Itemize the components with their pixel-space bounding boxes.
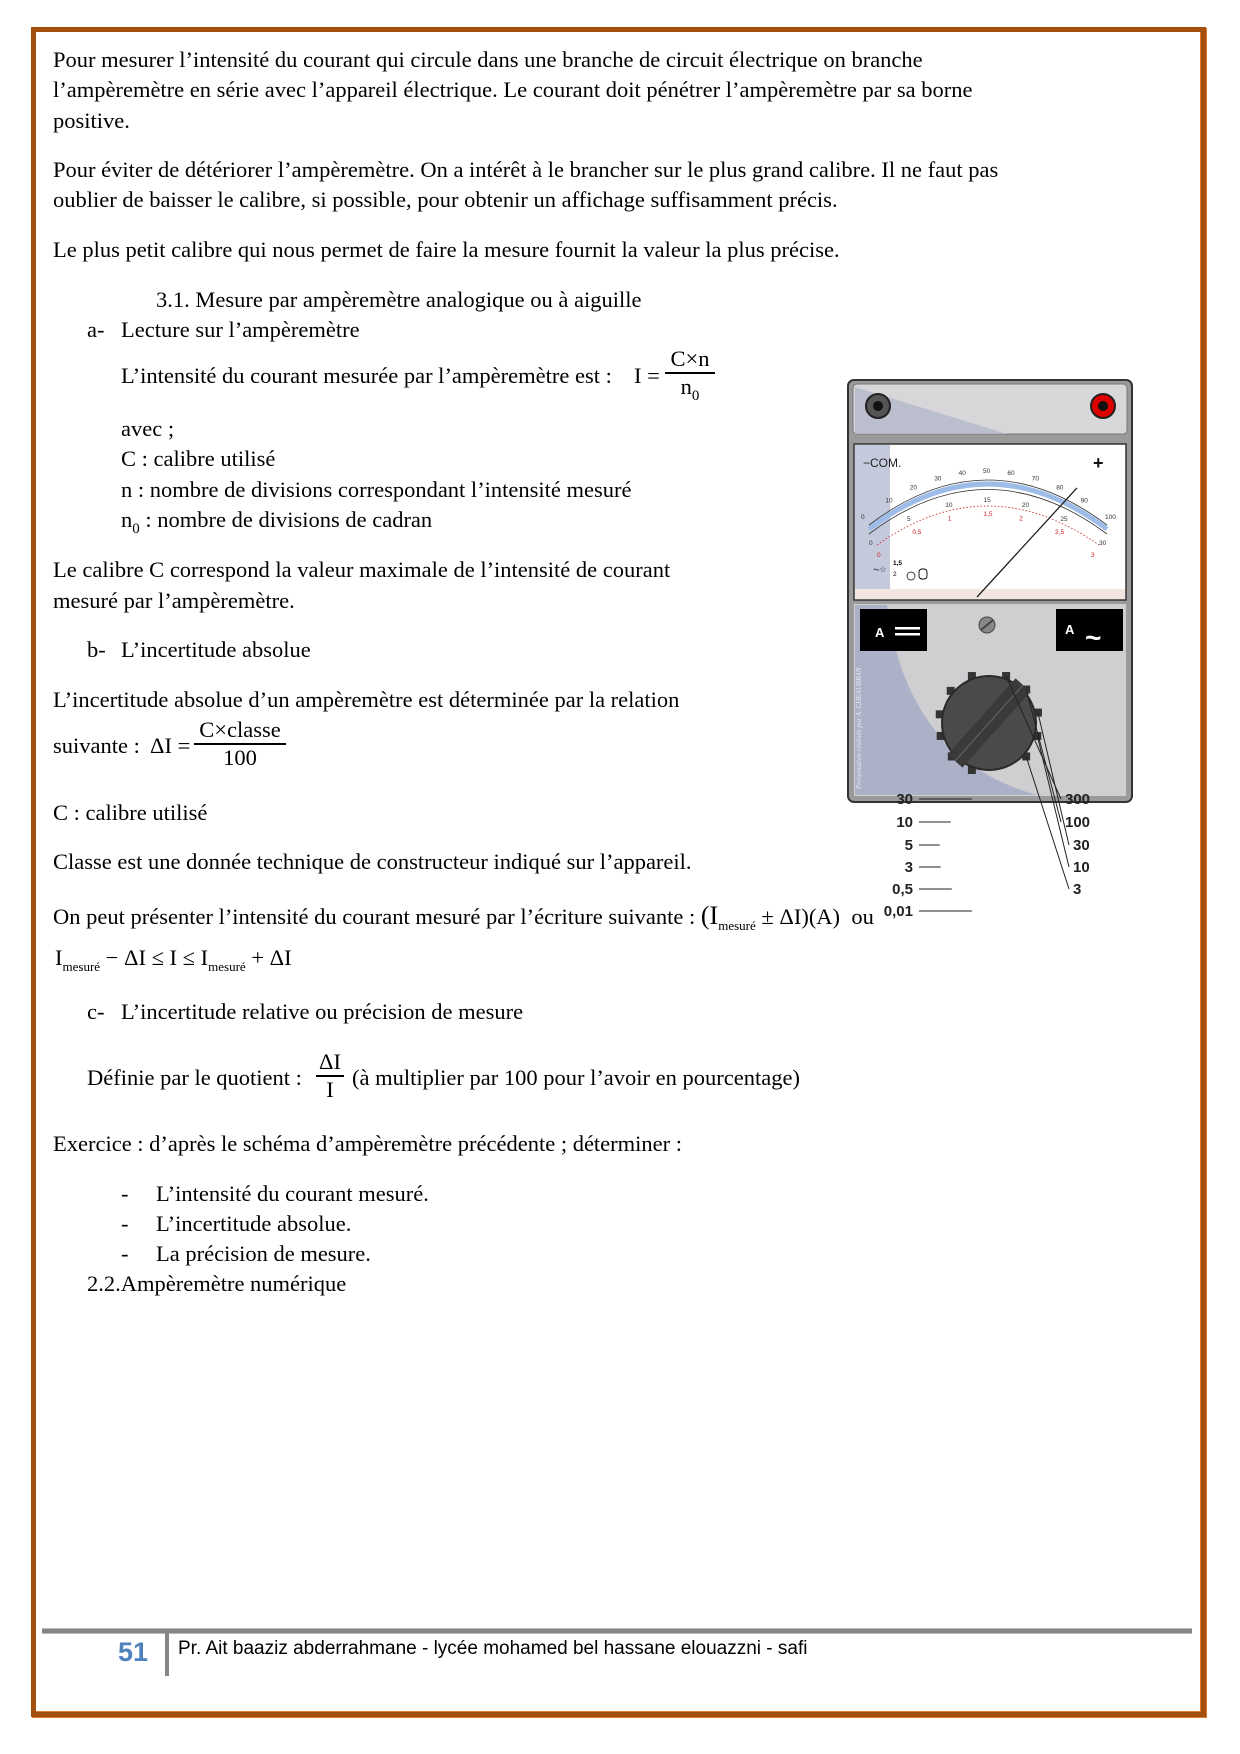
ineq-sub1: mesuré [62,959,101,974]
red-scale-label: 0,5 [912,529,922,537]
presentation-expr-open: (I [700,901,719,930]
top-scale-label: 70 [1031,475,1040,483]
section-heading-3-1: 3.1. Mesure par ampèremètre analogique ou à aiguille [156,287,642,312]
dc-range-label: 3 [904,859,913,876]
dc-range-label: 0,5 [892,881,913,898]
formula-intensity-denominator [665,374,715,405]
dc-range-label: 5 [904,837,913,854]
plus-label: + [1093,453,1104,473]
top-scale-label: 30 [934,475,942,483]
exercise-item-marker: - [121,1241,129,1266]
exercise-item: La précision de mesure. [156,1241,371,1266]
paragraph-1-line-1: Pour mesurer l’intensité du courant qui circule dans une branche de circuit électrique on branche [53,47,923,72]
formula-delta-fraction [194,717,286,771]
dc-symbol-icon [895,633,920,636]
inequality-line [55,944,292,981]
paragraph-2-line-1: Pour éviter de détériorer l’ampèremètre. On a intérêt à le brancher sur le plus grand calibre. Il ne faut pas [53,157,999,182]
top-scale-label: 20 [909,484,918,492]
quotient-denominator: I [326,1076,334,1102]
dc-range-label: 10 [896,814,913,831]
red-scale-label: 1 [947,515,952,523]
exercise-title: Exercice : d’après le schéma d’ampèremètre précédente ; déterminer : [53,1131,683,1156]
paragraph-2-line-2: oublier de baisser le calibre, si possible, pour obtenir un affichage suffisamment précis. [53,187,838,212]
ac-range-label: 300 [1065,791,1091,808]
presentation-ou: ou [851,904,874,929]
paragraph-1-line-3: positive. [53,108,130,133]
ac-symbol-icon: ~ [1085,622,1102,653]
mid-scale-label: 5 [907,516,911,524]
top-scale-label: 80 [1056,484,1064,492]
paragraph-1-line-2: l’ampèremètre en série avec l’appareil électrique. Le courant doit pénétrer l’ampèremètre par sa borne [53,77,973,102]
n0-subscript: 0 [132,521,140,537]
ac-range-label: 100 [1065,814,1091,831]
mid-scale-label: 10 [945,501,953,509]
class-label: 2 [893,571,897,578]
item-c-marker: c- [87,999,105,1024]
presentation-intro: On peut présenter l’intensité du courant mesuré par l’écriture suivante : [53,904,696,929]
n0-text: : nombre de divisions de cadran [139,507,433,532]
ineq-sub2: mesuré [208,959,246,974]
formula-delta-denominator: 100 [223,744,257,770]
ac-range-label: 3 [1073,881,1082,898]
presentation-expr-sub: mesuré [718,918,756,933]
positive-terminal-hole [1098,401,1108,411]
class-symbol-icon: ⏦☆ [873,565,887,574]
red-scale-label: 2,5 [1055,529,1065,537]
ineq-i1: I [55,945,63,970]
mid-scale-label: 15 [983,497,991,504]
n0-symbol: n [121,507,133,532]
ineq-middle: − ΔI ≤ I ≤ I [100,945,209,970]
def-n: n : nombre de divisions correspondant l’intensité mesuré [121,477,632,502]
item-b-title: L’incertitude absolue [121,637,311,662]
formula-intensity-intro: L’intensité du courant mesurée par l’ampèremètre est : [121,363,612,388]
range-selector-knob[interactable] [936,672,1042,774]
dial-bottom-strip [855,589,1125,599]
ac-range-label: 30 [1073,837,1090,854]
item-a-marker: a- [87,317,105,342]
mid-scale-label: 0 [869,540,873,547]
quotient-intro: Définie par le quotient : [87,1065,302,1090]
exercise-item-marker: - [121,1211,129,1236]
calibre-line-2: mesuré par l’ampèremètre. [53,588,295,613]
illustration-credit: Présentation réalisée par A. CHEAUBRAN [855,667,863,789]
red-scale-label: 2 [1019,515,1023,523]
top-scale-label: 60 [1007,469,1015,477]
avec-label: avec ; [121,416,175,441]
mid-scale-label: 25 [1060,516,1068,524]
formula-delta-lhs: ΔI = [150,733,191,758]
def-n0 [121,506,432,543]
footer-rule [42,1628,1192,1634]
dc-mode-box [860,609,927,651]
ac-range-label: 10 [1073,859,1090,876]
paragraph-3: Le plus petit calibre qui nous permet de faire la mesure fournit la valeur la plus précise. [53,237,840,262]
com-label: −COM. [863,456,902,470]
red-scale-label: 0 [877,552,881,559]
mid-scale-label: 20 [1021,501,1030,509]
formula-intensity-fraction [665,346,715,405]
den-subscript: 0 [691,387,700,404]
dc-range-label: 0,01 [883,903,913,920]
exercise-item: L’incertitude absolue. [156,1211,352,1236]
exercise-item-marker: - [121,1181,129,1206]
footer-author: Pr. Ait baaziz abderrahmane - lycée mohamed bel hassane elouazzni - safi [178,1638,808,1659]
ineq-end: + ΔI [245,945,292,970]
top-scale-label: 10 [885,497,893,505]
item-c-title: L’incertitude relative ou précision de mesure [121,999,524,1024]
mid-scale-label: 30 [1099,540,1107,547]
top-scale-label: 100 [1105,514,1116,521]
formula-delta-numerator: C×classe [199,717,281,742]
top-scale-label: 50 [983,468,991,475]
ac-label: A [1065,622,1075,637]
exercise-item: L’intensité du courant mesuré. [156,1181,429,1206]
quotient-note: (à multiplier par 100 pour l’avoir en pourcentage) [352,1065,800,1090]
formula-intensity-numerator: C×n [670,346,710,371]
section-heading-2-2: 2.2.Ampèremètre numérique [87,1271,347,1296]
item-b-marker: b- [87,637,106,662]
def-calibre-2: C : calibre utilisé [53,800,208,825]
formula-intensity-lhs: I = [634,363,660,388]
dc-label: A [875,625,885,640]
red-scale-label: 1,5 [983,511,993,518]
top-scale-label: 90 [1080,497,1088,505]
quotient-fraction [316,1049,344,1103]
quotient-numerator: ΔI [319,1049,341,1074]
calibre-line-1: Le calibre C correspond la valeur maximale de l’intensité de courant [53,557,671,582]
presentation-line [53,902,874,940]
presentation-expr-close: ± ΔI)(A) [755,904,841,929]
dc-symbol-icon [895,627,920,630]
relation-line-1: L’incertitude absolue d’un ampèremètre est déterminée par la relation [53,687,680,712]
red-scale-label: 3 [1091,552,1095,559]
class-label: 1,5 [893,560,903,567]
den-symbol: n [680,373,692,399]
com-terminal-hole [873,401,883,411]
def-calibre: C : calibre utilisé [121,446,276,471]
classe-definition: Classe est une donnée technique de constructeur indiqué sur l’appareil. [53,849,692,874]
relation-line-2: suivante : [53,733,140,758]
item-a-title: Lecture sur l’ampèremètre [121,317,360,342]
dc-range-label: 30 [896,791,913,808]
page-number: 51 [118,1637,149,1667]
top-scale-label: 0 [861,514,865,521]
top-scale-label: 40 [958,469,966,477]
footer-divider [165,1632,169,1676]
